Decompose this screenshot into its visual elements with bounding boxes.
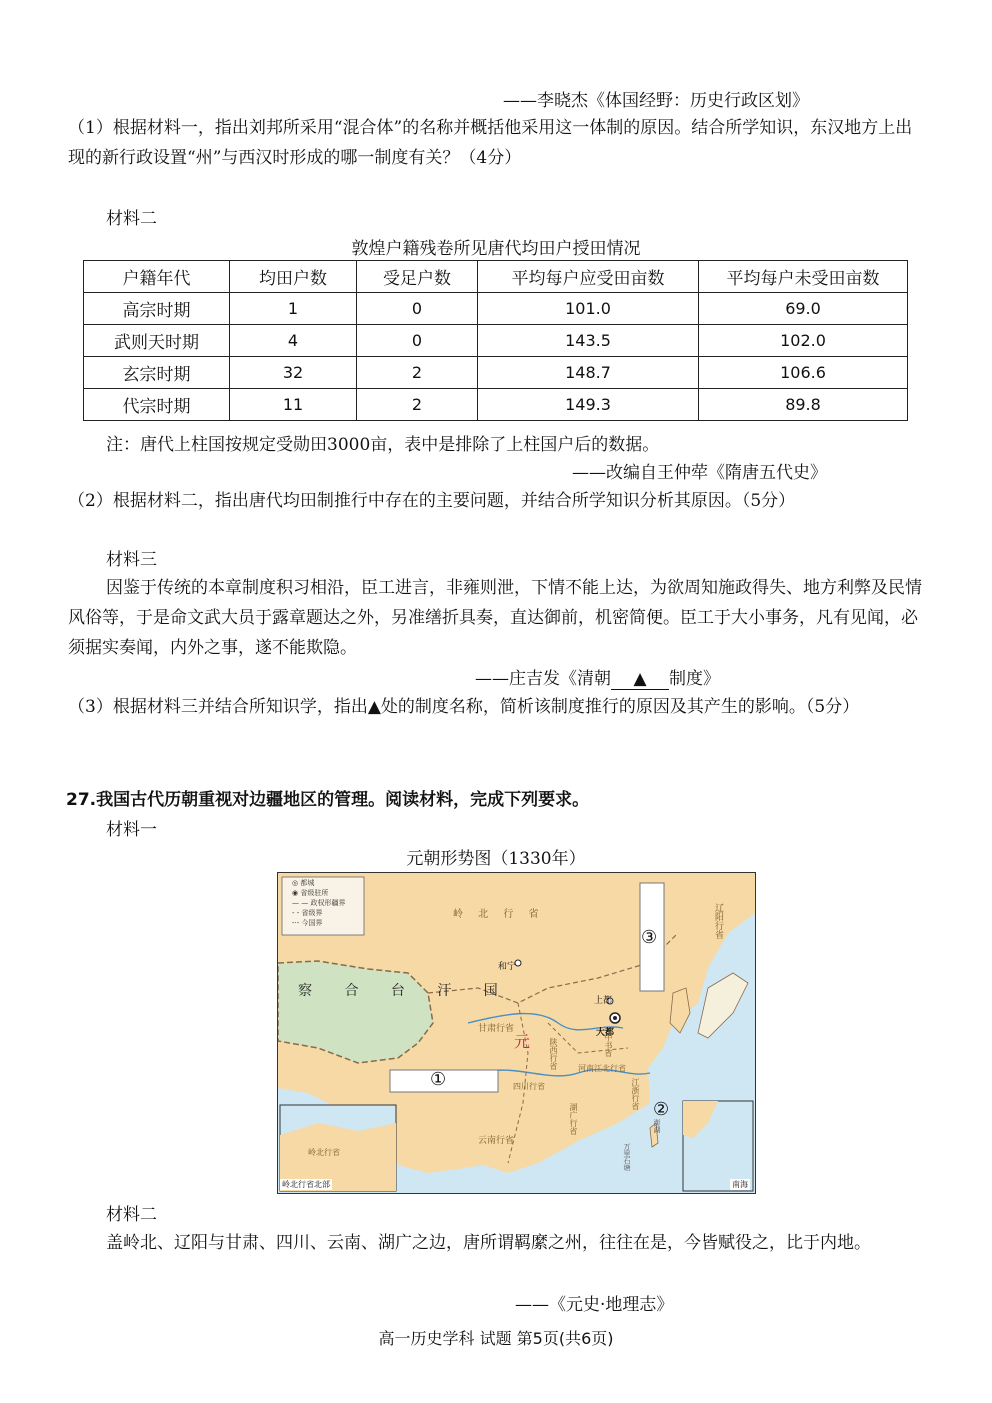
table-cell: 102.0 xyxy=(699,325,908,357)
label-lingbei: 岭 北 行 省 xyxy=(453,909,545,920)
question-27-title: 27.我国古代历朝重视对边疆地区的管理。阅读材料，完成下列要求。 xyxy=(66,790,590,810)
label-dadu: 大都 xyxy=(596,1028,615,1038)
legend-label: 省级驻所 xyxy=(300,889,329,897)
legend-label: 都城 xyxy=(300,879,315,887)
q27-material1-label: 材料一 xyxy=(106,820,157,840)
table-row xyxy=(84,357,908,389)
blank-marker: ▲ xyxy=(611,669,669,690)
legend-item: - - 省级界 xyxy=(292,909,323,917)
label-wanli: 万里石塘 xyxy=(623,1143,631,1171)
marker-1: ① xyxy=(430,1069,447,1090)
label-liaoyang: 辽阳行省 xyxy=(713,903,723,939)
table-cell: 2 xyxy=(357,389,478,421)
material3-label: 材料三 xyxy=(106,550,157,570)
legend-label: 省级界 xyxy=(301,909,323,917)
label-lingbei-inset: 岭北行省 xyxy=(308,1148,340,1157)
table-cell: 148.7 xyxy=(478,357,699,389)
question-2: （2）根据材料二，指出唐代均田制推行中存在的主要问题，并结合所学知识分析其原因。（5分） xyxy=(68,491,796,511)
label-nanhai: 南海 xyxy=(732,1180,748,1189)
table-cell: 11 xyxy=(230,389,357,421)
label-sichuan: 四川行省 xyxy=(513,1082,545,1091)
legend-item: ◎ 都城 xyxy=(292,879,315,887)
table-cell: 143.5 xyxy=(478,325,699,357)
table-cell: 101.0 xyxy=(478,293,699,325)
label-huguang: 湖广行省 xyxy=(569,1103,578,1135)
question-1: （1）根据材料一，指出刘邦所采用“混合体”的名称并概括他采用这一体制的原因。结合所学知识，东汉地方上出现的新行政设置“州”与西汉时形成的哪一制度有关？（4分） xyxy=(68,118,913,168)
japan xyxy=(698,973,748,1038)
label-shaanxi: 陕西行省 xyxy=(549,1038,558,1070)
label-gansu: 甘肃行省 xyxy=(478,1024,515,1034)
table-note: 注：唐代上柱国按规定受勋田3000亩，表中是排除了上柱国户后的数据。 xyxy=(106,435,660,455)
korea xyxy=(670,988,690,1033)
table-row xyxy=(84,325,908,357)
material3-text: 因鉴于传统的本章制度积习相沿，臣工进言，非雍则泄，下情不能上达，为欲周知施政得失、地方利弊及民情风俗等，于是命文武大员于露章题达之外，另准缮折具奏，直达御前，机密简便。臣工于大小事务，凡有见闻，必须据实奏闻，内外之事，遂不能欺隐。 xyxy=(68,578,922,658)
map-legend xyxy=(292,878,345,928)
table-cell: 32 xyxy=(230,357,357,389)
legend-item: ◉ 省级驻所 xyxy=(292,889,329,897)
table-cell: 69.0 xyxy=(699,293,908,325)
table-cell: 2 xyxy=(357,357,478,389)
table-cell: 0 xyxy=(357,293,478,325)
table-cell: 高宗时期 xyxy=(84,293,230,325)
legend-item: -·- 今国界 xyxy=(292,919,323,927)
label-jiangzhe: 江浙行省 xyxy=(631,1078,640,1110)
legend-item: — — 政权形疆界 xyxy=(292,899,346,907)
label-yunnan: 云南行省 xyxy=(478,1136,515,1146)
table-row xyxy=(84,293,908,325)
label-penghu: 澎湖 xyxy=(653,1119,661,1133)
material2-label: 材料二 xyxy=(106,209,157,229)
table-cell: 106.6 xyxy=(699,357,908,389)
table-cell: 1 xyxy=(230,293,357,325)
q27-material2-label: 材料二 xyxy=(106,1205,157,1225)
material1-source: ——李晓杰《体国经野：历史行政区划》 xyxy=(503,91,809,111)
table-cell: 149.3 xyxy=(478,389,699,421)
table-header-cell: 户籍年代 xyxy=(84,261,230,293)
q27-material2-text: 盖岭北、辽阳与甘肃、四川、云南、湖广之边，唐所谓羁縻之州，往往在是，今皆赋役之，比于内地。 xyxy=(106,1233,871,1253)
label-zhongshu: 中书省 xyxy=(604,1033,613,1057)
yuan-dynasty-map xyxy=(277,872,756,1194)
material3-source-prefix: ——庄吉发《清朝 xyxy=(475,669,611,689)
material3-source-suffix: 制度》 xyxy=(669,669,720,689)
table-title: 敦煌户籍残卷所见唐代均田户授田情况 xyxy=(351,239,641,259)
label-hening: 和宁 xyxy=(498,962,517,972)
table-header-cell: 平均每户应受田亩数 xyxy=(478,261,699,293)
land-grant-table xyxy=(83,260,908,421)
label-chagatai: 察 合 台 汗 国 xyxy=(298,983,512,999)
legend-label: 政权形疆界 xyxy=(310,899,346,907)
table-cell: 89.8 xyxy=(699,389,908,421)
table-header-cell: 受足户数 xyxy=(357,261,478,293)
map-title: 元朝形势图（1330年） xyxy=(406,849,586,869)
legend-label: 今国界 xyxy=(301,919,323,927)
table-cell: 武则天时期 xyxy=(84,325,230,357)
table-cell: 0 xyxy=(357,325,478,357)
table-cell: 4 xyxy=(230,325,357,357)
question-3: （3）根据材料三并结合所知识学，指出▲处的制度名称，简析该制度推行的原因及其产生的影响。（5分） xyxy=(68,697,860,717)
table-header-row xyxy=(84,261,908,293)
material3-source xyxy=(475,664,720,690)
capital-marker xyxy=(613,1016,617,1020)
material2-source: ——改编自王仲荦《隋唐五代史》 xyxy=(572,463,827,483)
table-cell: 代宗时期 xyxy=(84,389,230,421)
table-row xyxy=(84,389,908,421)
label-shangdu: 上都 xyxy=(594,996,613,1006)
label-yuan: 元 xyxy=(514,1032,531,1051)
label-henan: 河南江北行省 xyxy=(578,1064,626,1073)
marker-3: ③ xyxy=(641,927,658,948)
table-header-cell: 平均每户未受田亩数 xyxy=(699,261,908,293)
label-inset-lingbei-north: 岭北行省北部 xyxy=(282,1180,330,1189)
q27-material2-source: ——《元史·地理志》 xyxy=(515,1295,674,1315)
page-footer: 高一历史学科 试题 第5页(共6页) xyxy=(378,1329,614,1348)
table-cell: 玄宗时期 xyxy=(84,357,230,389)
table-header-cell: 均田户数 xyxy=(230,261,357,293)
marker-2: ② xyxy=(653,1099,670,1120)
